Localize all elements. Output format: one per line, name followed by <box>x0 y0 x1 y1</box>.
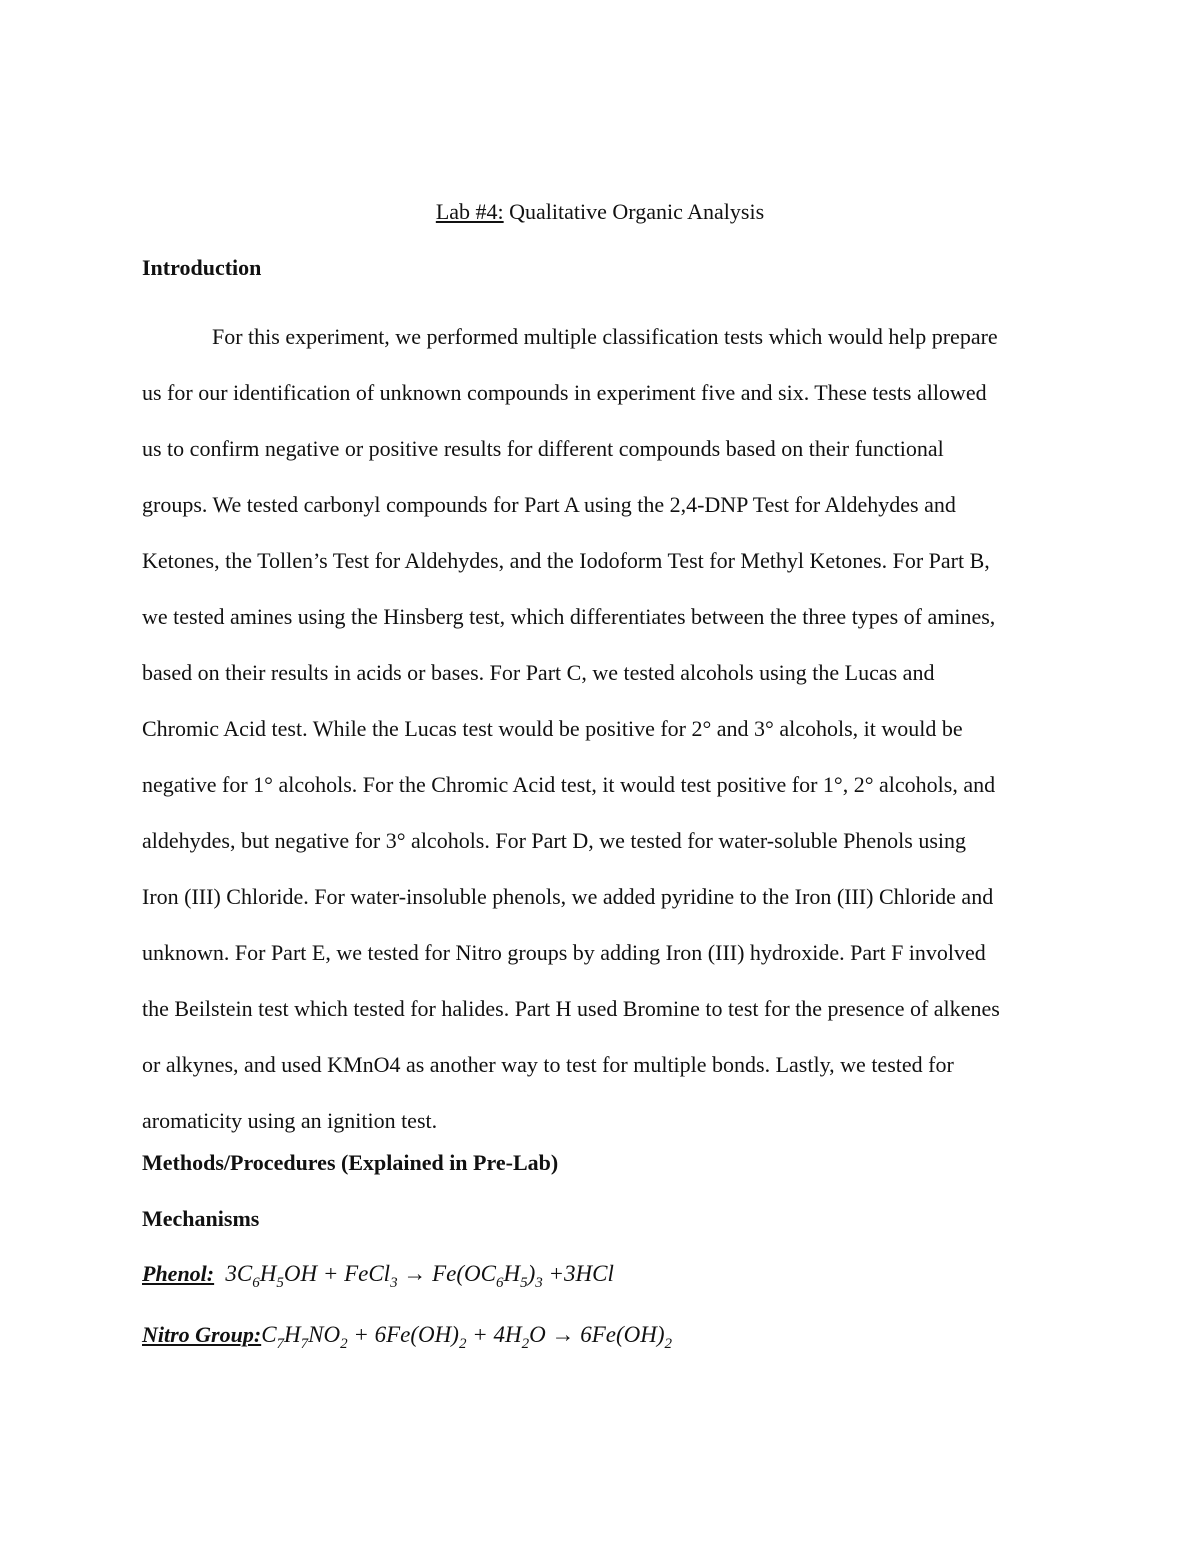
methods-heading: Methods/Procedures (Explained in Pre-Lab) <box>142 1150 559 1175</box>
introduction-paragraph <box>142 309 1062 1149</box>
paragraph-line: Iron (III) Chloride. For water-insoluble phenols, we added pyridine to the Iron (III) Chloride and <box>142 884 994 909</box>
paragraph-line: aldehydes, but negative for 3° alcohols. For Part D, we tested for water-soluble Phenols using <box>142 828 967 853</box>
nitro-group-equation <box>142 1320 672 1350</box>
nitro-group-label: Nitro Group: <box>142 1322 262 1347</box>
phenol-formula: $3C_6H_5OH$ + FeCl$_3$ → $Fe(OC_6H_5)_3 +3HCl$ <box>225 1261 614 1291</box>
paragraph-line: groups. We tested carbonyl compounds for Part A using the 2,4-DNP Test for Aldehydes and <box>142 492 956 517</box>
nitro-group-formula: $C_7H_7NO_2 + 6Fe(OH)_2 + 4H_2O \to 6Fe(OH)_2$ <box>261 1322 672 1352</box>
title-text: Qualitative Organic Analysis <box>503 199 765 224</box>
paragraph-line: us for our identification of unknown compounds in experiment five and six. These tests allowed <box>142 380 987 405</box>
phenol-label: Phenol: <box>142 1261 215 1286</box>
paragraph-line: us to confirm negative or positive results for different compounds based on their functional <box>142 436 944 461</box>
document-title <box>0 197 1200 227</box>
paragraph-line: Ketones, the Tollen’s Test for Aldehydes, and the Iodoform Test for Methyl Ketones. For Part B, <box>142 548 990 573</box>
mechanisms-heading: Mechanisms <box>142 1206 260 1231</box>
phenol-equation <box>142 1259 614 1289</box>
paragraph-line: or alkynes, and used KMnO4 as another way to test for multiple bonds. Lastly, we tested for <box>142 1052 954 1077</box>
paragraph-line: we tested amines using the Hinsberg test, which differentiates between the three types of amines, <box>142 604 996 629</box>
paragraph-line: For this experiment, we performed multiple classification tests which would help prepare <box>212 324 998 349</box>
paragraph-line: Chromic Acid test. While the Lucas test would be positive for 2° and 3° alcohols, it would be <box>142 716 963 741</box>
paragraph-line: based on their results in acids or bases. For Part C, we tested alcohols using the Lucas and <box>142 660 935 685</box>
lab-number: Lab #4: <box>435 199 504 224</box>
paragraph-line: negative for 1° alcohols. For the Chromic Acid test, it would test positive for 1°, 2° alcohols, and <box>142 772 996 797</box>
paragraph-line: the Beilstein test which tested for halides. Part H used Bromine to test for the presence of alkenes <box>142 996 1000 1021</box>
paragraph-line: unknown. For Part E, we tested for Nitro groups by adding Iron (III) hydroxide. Part F involved <box>142 940 986 965</box>
introduction-heading: Introduction <box>142 255 262 280</box>
paragraph-line: aromaticity using an ignition test. <box>142 1108 438 1133</box>
